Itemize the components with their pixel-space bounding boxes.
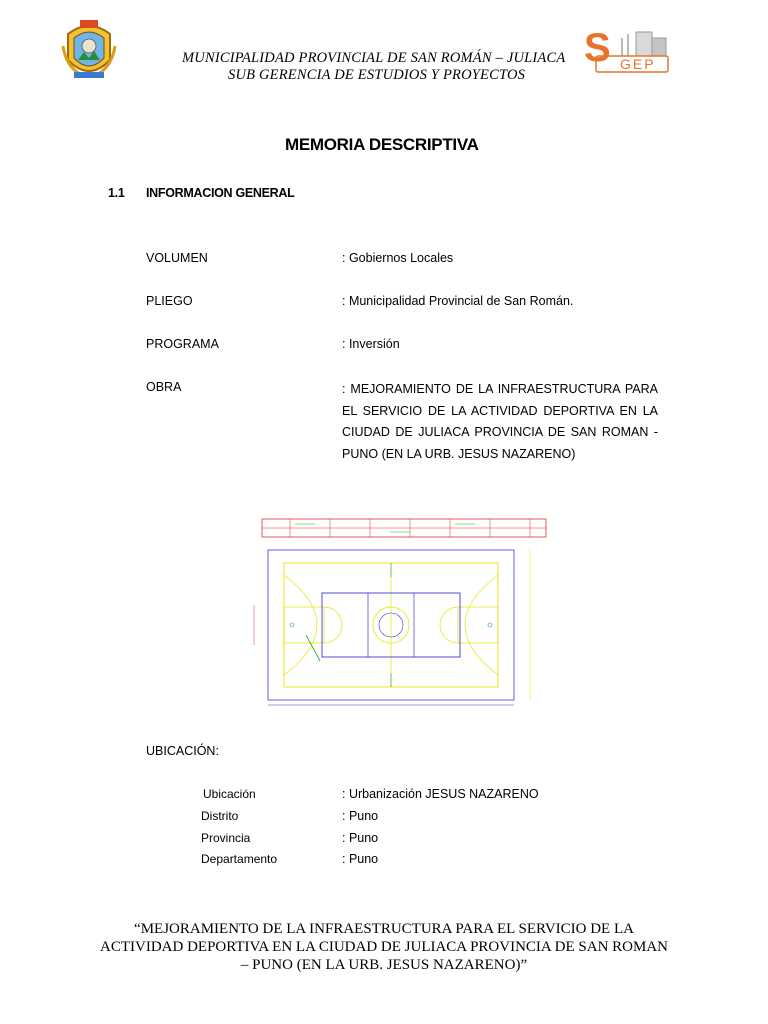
location-ubicacion-value: : Urbanización JESUS NAZARENO bbox=[342, 787, 539, 801]
sgep-logo bbox=[582, 28, 674, 78]
location-provincia-value: : Puno bbox=[342, 831, 379, 845]
field-pliego-label: PLIEGO bbox=[146, 294, 193, 308]
location-departamento-label: Departamento bbox=[201, 852, 278, 866]
field-pliego-value: : Municipalidad Provincial de San Román. bbox=[342, 294, 574, 308]
municipal-coat-of-arms bbox=[60, 16, 118, 82]
sgep-logo-letter: S bbox=[584, 26, 611, 70]
location-ubicacion-label: Ubicación bbox=[203, 787, 256, 801]
location-distrito-label: Distrito bbox=[201, 809, 239, 823]
field-programa-label: PROGRAMA bbox=[146, 337, 219, 351]
location-distrito-value: : Puno bbox=[342, 809, 379, 823]
header-line-2: SUB GERENCIA DE ESTUDIOS Y PROYECTOS bbox=[228, 67, 526, 83]
document-title: MEMORIA DESCRIPTIVA bbox=[285, 135, 479, 154]
field-programa-value: : Inversión bbox=[342, 337, 400, 351]
header-line-1: MUNICIPALIDAD PROVINCIAL DE SAN ROMÁN – JULIACA bbox=[182, 50, 566, 66]
section-title: INFORMACION GENERAL bbox=[146, 186, 295, 200]
sgep-logo-text: GEP bbox=[620, 56, 656, 72]
court-plan-drawing bbox=[240, 515, 550, 715]
field-obra-label: OBRA bbox=[146, 380, 182, 394]
location-provincia-label: Provincia bbox=[201, 831, 251, 845]
field-volumen-value: : Gobiernos Locales bbox=[342, 251, 454, 265]
field-volumen-label: VOLUMEN bbox=[146, 251, 208, 265]
section-number: 1.1 bbox=[108, 186, 125, 200]
ubicacion-heading: UBICACIÓN: bbox=[146, 744, 219, 758]
field-obra-value: : MEJORAMIENTO DE LA INFRAESTRUCTURA PARA EL SERVICIO DE LA ACTIVIDAD DEPORTIVA EN LA CIUDAD DE JULIACA PROVINCIA DE SAN ROMAN - PUNO (EN LA URB. JESUS NAZARENO) bbox=[342, 382, 658, 462]
footer-project-title: “MEJORAMIENTO DE LA INFRAESTRUCTURA PARA EL SERVICIO DE LA ACTIVIDAD DEPORTIVA EN LA CIUDAD DE JULIACA PROVINCIA DE SAN ROMAN – PUNO (EN LA URB. JESUS NAZARENO)” bbox=[100, 921, 669, 973]
location-departamento-value: : Puno bbox=[342, 852, 379, 866]
